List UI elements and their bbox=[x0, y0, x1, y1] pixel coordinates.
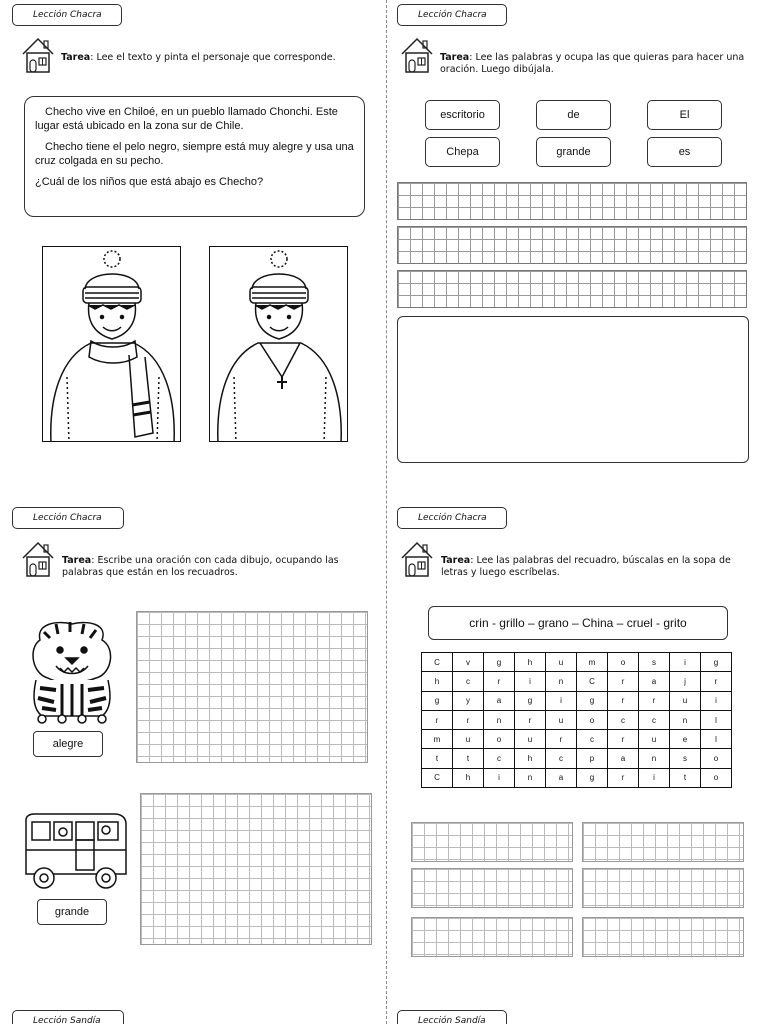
word-search-cell[interactable]: r bbox=[453, 710, 484, 729]
task-label: Tarea bbox=[441, 555, 471, 566]
word-search-cell[interactable]: r bbox=[546, 730, 577, 749]
word-label: alegre bbox=[33, 731, 103, 757]
word-search-cell[interactable]: l bbox=[701, 710, 732, 729]
word-search-cell[interactable]: i bbox=[484, 768, 515, 787]
word-search-cell[interactable]: r bbox=[639, 691, 670, 710]
lesson-tag bbox=[12, 1010, 124, 1024]
writing-grid[interactable] bbox=[397, 182, 747, 220]
word-search-cell[interactable]: o bbox=[701, 749, 732, 768]
word-search-cell[interactable]: s bbox=[670, 749, 701, 768]
word-search-cell[interactable]: n bbox=[484, 710, 515, 729]
word-search-cell[interactable]: t bbox=[422, 749, 453, 768]
word-search-cell[interactable]: n bbox=[639, 749, 670, 768]
word-search-cell[interactable]: r bbox=[422, 710, 453, 729]
word-search-cell[interactable]: o bbox=[608, 653, 639, 672]
writing-grid[interactable] bbox=[397, 226, 747, 264]
word-search-row bbox=[422, 730, 732, 749]
writing-grid[interactable] bbox=[582, 868, 744, 908]
word-search-cell[interactable]: g bbox=[577, 768, 608, 787]
task-text: : Lee las palabras y ocupa las que quieras para hacer una oración. Luego dibújala. bbox=[440, 52, 745, 75]
word-search-cell[interactable]: m bbox=[422, 730, 453, 749]
page-divider bbox=[386, 0, 387, 1024]
word-search-cell[interactable]: r bbox=[701, 672, 732, 691]
tiger-illustration bbox=[26, 618, 118, 724]
task-instruction bbox=[62, 555, 362, 579]
task-text: : Lee las palabras del recuadro, búscalas en la sopa de letras y luego escríbelas. bbox=[441, 555, 731, 578]
word-search-cell[interactable]: t bbox=[453, 749, 484, 768]
word-search-cell[interactable]: r bbox=[608, 730, 639, 749]
word-search-grid[interactable] bbox=[421, 652, 732, 788]
word-search-cell[interactable]: r bbox=[608, 768, 639, 787]
word-search-cell[interactable]: y bbox=[453, 691, 484, 710]
character-card-scarf[interactable] bbox=[42, 246, 181, 442]
word-search-cell[interactable]: p bbox=[577, 749, 608, 768]
house-icon bbox=[399, 540, 435, 578]
lesson-tag bbox=[12, 4, 122, 26]
word-search-cell[interactable]: g bbox=[577, 691, 608, 710]
house-icon bbox=[20, 540, 56, 578]
word-search-cell[interactable]: s bbox=[639, 653, 670, 672]
task-instruction bbox=[440, 52, 750, 76]
word-bank: crin - grillo – grano – China – cruel - grito bbox=[428, 606, 728, 640]
writing-grid[interactable] bbox=[582, 917, 744, 957]
task-label: Tarea bbox=[61, 52, 91, 63]
word-search-cell[interactable]: u bbox=[639, 730, 670, 749]
word-search-row bbox=[422, 768, 732, 787]
word-search-cell[interactable]: g bbox=[484, 653, 515, 672]
drawing-area[interactable] bbox=[397, 316, 749, 463]
reading-text-box bbox=[24, 96, 365, 217]
word-card[interactable]: es bbox=[647, 137, 722, 167]
word-search-cell[interactable]: u bbox=[546, 653, 577, 672]
word-search-cell[interactable]: v bbox=[453, 653, 484, 672]
word-search-cell[interactable]: t bbox=[670, 768, 701, 787]
word-search-cell[interactable]: C bbox=[422, 653, 453, 672]
word-search-cell[interactable]: n bbox=[546, 672, 577, 691]
house-icon bbox=[399, 36, 435, 74]
word-search-cell[interactable]: h bbox=[453, 768, 484, 787]
word-search-cell[interactable]: h bbox=[422, 672, 453, 691]
word-search-cell[interactable]: e bbox=[670, 730, 701, 749]
word-search-row bbox=[422, 653, 732, 672]
word-card[interactable]: El bbox=[647, 100, 722, 130]
reading-paragraph-1: Checho vive en Chiloé, en un pueblo llamado Chonchi. Este lugar está ubicado en la zona sur de Chile. bbox=[35, 106, 338, 132]
word-search-cell[interactable]: i bbox=[639, 768, 670, 787]
writing-grid[interactable] bbox=[136, 611, 368, 763]
word-search-cell[interactable]: c bbox=[546, 749, 577, 768]
word-card[interactable]: grande bbox=[536, 137, 611, 167]
word-search-row bbox=[422, 749, 732, 768]
word-search-cell[interactable]: r bbox=[608, 672, 639, 691]
task-label: Tarea bbox=[62, 555, 92, 566]
reading-paragraph-2: Checho tiene el pelo negro, siempre está muy alegre y usa una cruz colgada en su pecho. bbox=[35, 141, 354, 167]
writing-grid[interactable] bbox=[411, 917, 573, 957]
word-search-cell[interactable]: g bbox=[422, 691, 453, 710]
writing-grid[interactable] bbox=[411, 868, 573, 908]
word-search-cell[interactable]: i bbox=[546, 691, 577, 710]
word-search-cell[interactable]: h bbox=[515, 653, 546, 672]
word-search-row bbox=[422, 691, 732, 710]
word-search-cell[interactable]: r bbox=[608, 691, 639, 710]
task-text: : Escribe una oración con cada dibujo, ocupando las palabras que están en los recuadros. bbox=[62, 555, 339, 578]
word-card[interactable]: Chepa bbox=[425, 137, 500, 167]
writing-grid[interactable] bbox=[582, 822, 744, 862]
word-card[interactable]: escritorio bbox=[425, 100, 500, 130]
lesson-tag-label: Lección Chacra bbox=[33, 513, 102, 523]
writing-grid[interactable] bbox=[140, 793, 372, 945]
word-label: grande bbox=[37, 899, 107, 925]
word-search-cell[interactable]: o bbox=[701, 768, 732, 787]
lesson-tag-label: Lección Chacra bbox=[418, 10, 487, 20]
boy-with-cross-illustration bbox=[210, 247, 348, 442]
word-search-cell[interactable]: g bbox=[515, 691, 546, 710]
word-search-cell[interactable]: a bbox=[484, 691, 515, 710]
word-search-cell[interactable]: i bbox=[515, 672, 546, 691]
bus-illustration bbox=[22, 810, 128, 894]
word-search-cell[interactable]: c bbox=[453, 672, 484, 691]
lesson-tag bbox=[397, 1010, 507, 1024]
lesson-tag-label: Lección Chacra bbox=[418, 513, 487, 523]
word-search-cell[interactable]: c bbox=[484, 749, 515, 768]
lesson-tag-label: Lección Sandía bbox=[418, 1016, 486, 1024]
word-search-cell[interactable]: a bbox=[608, 749, 639, 768]
word-search-cell[interactable]: r bbox=[484, 672, 515, 691]
reading-question: ¿Cuál de los niños que está abajo es Checho? bbox=[35, 176, 264, 188]
character-card-cross[interactable] bbox=[209, 246, 348, 442]
boy-with-scarf-illustration bbox=[43, 247, 181, 442]
word-search-cell[interactable]: c bbox=[608, 710, 639, 729]
word-search-row bbox=[422, 710, 732, 729]
task-instruction bbox=[441, 555, 746, 579]
writing-grid[interactable] bbox=[411, 822, 573, 862]
lesson-tag-label: Lección Chacra bbox=[33, 10, 102, 20]
word-card[interactable]: de bbox=[536, 100, 611, 130]
word-search-cell[interactable]: m bbox=[577, 653, 608, 672]
word-search-cell[interactable]: l bbox=[701, 730, 732, 749]
word-search-cell[interactable]: n bbox=[670, 710, 701, 729]
writing-grid[interactable] bbox=[397, 270, 747, 308]
lesson-tag bbox=[397, 507, 507, 529]
task-instruction bbox=[61, 52, 371, 64]
word-search-cell[interactable]: h bbox=[515, 749, 546, 768]
word-search-cell[interactable]: i bbox=[670, 653, 701, 672]
word-search-cell[interactable]: c bbox=[639, 710, 670, 729]
word-search-cell[interactable]: a bbox=[546, 768, 577, 787]
word-search-cell[interactable]: c bbox=[577, 730, 608, 749]
word-search-row bbox=[422, 672, 732, 691]
word-search-cell[interactable]: o bbox=[577, 710, 608, 729]
word-search-cell[interactable]: u bbox=[453, 730, 484, 749]
word-search-cell[interactable]: o bbox=[484, 730, 515, 749]
word-search-cell[interactable]: C bbox=[577, 672, 608, 691]
word-search-cell[interactable]: i bbox=[701, 691, 732, 710]
word-search-cell[interactable]: C bbox=[422, 768, 453, 787]
word-search-cell[interactable]: n bbox=[515, 768, 546, 787]
word-search-cell[interactable]: u bbox=[670, 691, 701, 710]
word-search-cell[interactable]: g bbox=[701, 653, 732, 672]
word-search-cell[interactable]: r bbox=[515, 710, 546, 729]
word-search-cell[interactable]: j bbox=[670, 672, 701, 691]
lesson-tag-label: Lección Sandía bbox=[33, 1016, 101, 1024]
word-search-cell[interactable]: a bbox=[639, 672, 670, 691]
word-search-cell[interactable]: u bbox=[546, 710, 577, 729]
house-icon bbox=[20, 36, 56, 74]
lesson-tag bbox=[12, 507, 124, 529]
word-search-cell[interactable]: u bbox=[515, 730, 546, 749]
task-label: Tarea bbox=[440, 52, 470, 63]
task-text: : Lee el texto y pinta el personaje que corresponde. bbox=[90, 52, 336, 63]
lesson-tag bbox=[397, 4, 507, 26]
